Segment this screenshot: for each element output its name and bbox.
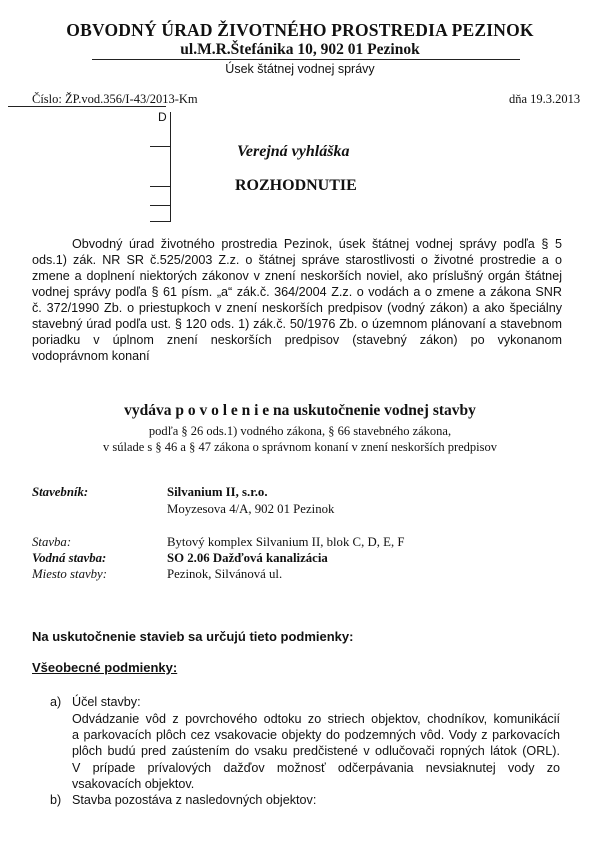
paragraph-line: vodnej správy podľa § 61 písm. „a“ zák.č. 364/2004 Z.z. o vodách a o zmene a zákona SNR bbox=[32, 285, 562, 299]
stamp-tick bbox=[150, 205, 170, 206]
body-line: plôch budú pred zaústením do vsaku predčistené v odlučovači ropných látok (ORL). bbox=[72, 744, 560, 759]
stamp-bracket bbox=[170, 112, 171, 222]
legal-basis-line: v súlade s § 46 a § 47 zákona o správnom konaní v znení neskorších predpisov bbox=[102, 440, 497, 454]
list-item-title: Stavba pozostáva z nasledovných objektov: bbox=[72, 793, 317, 807]
paragraph-line: ods.1) zák. NR SR č.525/2003 Z.z. o štátnej správe starostlivosti o životné prostredie a o bbox=[32, 253, 562, 267]
paragraph-line: č. 372/1990 Zb. o priestupkoch v znení neskorších predpisov (vodný zákon) a ako špeciálny bbox=[32, 301, 562, 315]
builder-address: Moyzesova 4/A, 902 01 Pezinok bbox=[167, 502, 335, 516]
list-marker: a) bbox=[50, 695, 62, 709]
location-value: Pezinok, Silvánová ul. bbox=[167, 567, 283, 581]
general-conditions-heading: Všeobecné podmienky: bbox=[32, 660, 178, 675]
public-notice-title: Verejná vyhláška bbox=[237, 143, 350, 160]
legal-basis-line: podľa § 26 ods.1) vodného zákona, § 66 stavebného zákona, bbox=[148, 424, 452, 438]
document-date: dňa 19.3.2013 bbox=[509, 92, 581, 106]
intro-paragraph bbox=[32, 236, 562, 364]
body-line: V prípade prívalových dažďov možnosť odčerpávania nevsiaknutej vody zo bbox=[72, 760, 560, 775]
paragraph-line: zmene a doplnení niektorých zákonov v znení neskorších noviel, ako príslušný orgán štátnej bbox=[32, 269, 562, 283]
location-label: Miesto stavby: bbox=[32, 567, 107, 581]
builder-name: Silvanium II, s.r.o. bbox=[167, 485, 268, 499]
department-name: Úsek štátnej vodnej správy bbox=[225, 62, 375, 76]
builder-label: Stavebník: bbox=[32, 485, 89, 499]
body-line: vsakovacích objektov. bbox=[72, 776, 195, 791]
header-divider bbox=[92, 59, 520, 60]
stamp-tick bbox=[150, 146, 170, 147]
paragraph-line: poriadku v úplnom znení neskorších predpisov (stavebný zákon) po vykonanom bbox=[32, 333, 562, 347]
office-address: ul.M.R.Štefánika 10, 902 01 Pezinok bbox=[180, 41, 420, 58]
building-label: Stavba: bbox=[32, 535, 72, 549]
body-line: Odvádzanie vôd z povrchového odtoku zo striech objektov, chodníkov, komunikácií bbox=[72, 712, 560, 726]
paragraph-line: stavebný úrad podľa ust. § 120 ods. 1) zák.č. 50/1976 Zb. o územnom plánovaní a stavebnom bbox=[32, 317, 562, 331]
list-marker: b) bbox=[50, 793, 62, 807]
body-line: a parkovacích plôch cez vsakovacie objekty do podzemných vôd. Vody z parkovacích bbox=[72, 728, 560, 743]
permit-headline: vydáva p o v o l e n i e na uskutočnenie vodnej stavby bbox=[124, 402, 476, 419]
water-building-label: Vodná stavba: bbox=[32, 551, 107, 565]
water-building-value: SO 2.06 Dažďová kanalizácia bbox=[167, 551, 328, 565]
building-value: Bytový komplex Silvanium II, blok C, D, E, F bbox=[167, 535, 405, 549]
stamp-letter: D bbox=[158, 110, 167, 124]
stamp-tick bbox=[150, 221, 170, 222]
office-title: OBVODNÝ ÚRAD ŽIVOTNÉHO PROSTREDIA PEZINOK bbox=[66, 20, 534, 40]
paragraph-line: Obvodný úrad životného prostredia Pezinok, úsek štátnej vodnej správy podľa § 5 bbox=[72, 237, 562, 251]
reference-number: Číslo: ŽP.vod.356/I-43/2013-Km bbox=[32, 92, 198, 106]
list-item-body bbox=[72, 711, 560, 792]
stamp-tick bbox=[150, 186, 170, 187]
paragraph-line: vodoprávnom konaní bbox=[32, 349, 150, 363]
reference-underline bbox=[8, 106, 166, 107]
list-item-title: Účel stavby: bbox=[72, 695, 141, 709]
conditions-heading: Na uskutočnenie stavieb sa určujú tieto podmienky: bbox=[32, 629, 354, 644]
decision-title: ROZHODNUTIE bbox=[235, 177, 357, 194]
